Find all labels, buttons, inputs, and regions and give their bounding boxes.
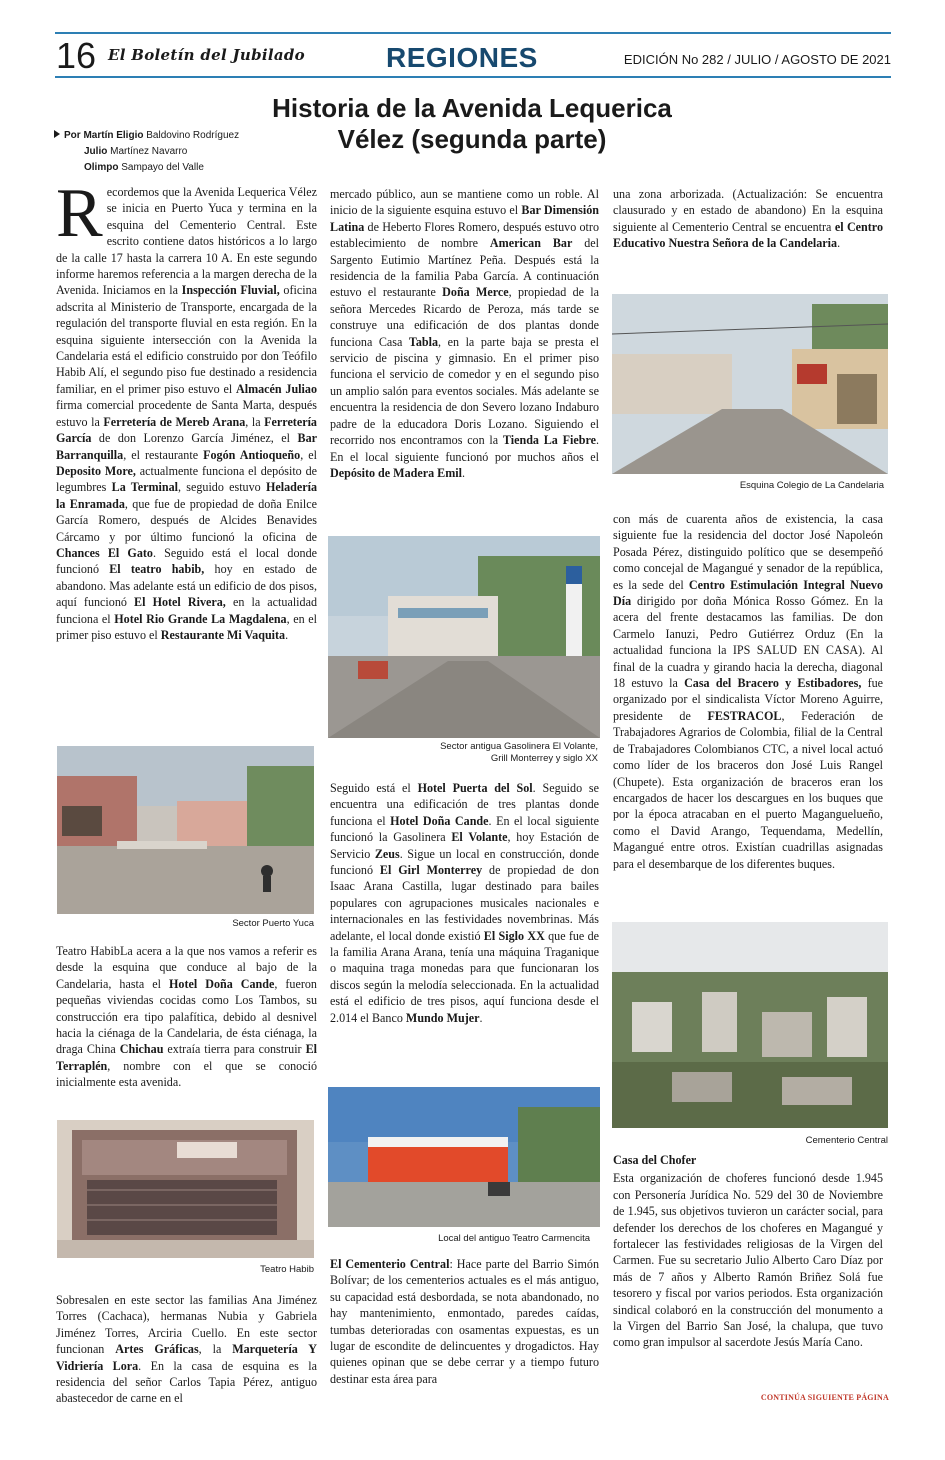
page-number: 16 xyxy=(56,35,97,76)
author-2-first: Julio xyxy=(84,146,108,157)
photo-colegio-candelaria xyxy=(612,294,888,474)
author-1-last: Baldovino Rodríguez xyxy=(146,130,240,141)
column-3-top xyxy=(613,186,883,252)
title-line-2: Vélez (segunda parte) xyxy=(337,124,607,154)
author-2-last: Martínez Navarro xyxy=(110,146,188,157)
title-line-1: Historia de la Avenida Lequerica xyxy=(272,93,672,123)
author-3-first: Olimpo xyxy=(84,162,119,173)
column-2-middle xyxy=(330,780,599,1026)
caption-gasolinera-line-2: Grill Monterrey y siglo XX xyxy=(490,753,598,764)
paragraph-intro: Recordemos que la Avenida Lequerica Vélez se inicia en Puerto Yuca y termina en la esquina del Cementerio Central. Este escrito contiene datos históricos a lo largo de la calle 17 hasta la carrera 10 A. En este segundo informe haremos referencia a la margen derecha de la Avenida. Iniciamos en la Inspección Fluvial, oficina adscrita al Ministerio de Transporte, encargada de la regulación del transporte fluvial en esta región. En la esquina siguiente intersección con la Avenida la Candelaria está el edificio construido por don Teófilo Habib Alí, el segundo piso fue destinado a residencia familiar, en el primer piso estuvo el Almacén Juliao firma comercial procedente de Santa Marta, después estuvo la Ferretería de Mereb Arana, la Ferretería García de don Lorenzo García Jiménez, el Bar Barranquilla, el restaurante Fogón Antioqueño, el Deposito More, actualmente funciona el depósito de legumbres La Terminal, seguido estuvo Heladería la Enramada, que fue de propiedad de doña Enilce García Romero, después de Alcides Benavides Cárcamo y por último funcionó la oficina de Chances El Gato. Seguido está el local donde funcionó El teatro habib, hoy en estado de abandono. Mas adelante está un edificio de dos pisos, aquí funcionó El Hotel Rivera, en la actualidad funciona el Hotel Rio Grande La Magdalena, en el primer piso estuvo el Restaurante Mi Vaquita. xyxy=(56,175,318,642)
paragraph-arborizada: una zona arborizada. (Actualización: Se encuentra clausurado y en estado de abandono) En la esquina siguiente al Cementerio Central se encuentra el Centro Educativo Nuestra Señora de la Candelaria. xyxy=(613,187,883,251)
byline-arrow-icon xyxy=(54,130,60,138)
paragraph-mercado: mercado público, aun se mantiene como un roble. Al inicio de la siguiente esquina estuvo el Bar Dimensión Latina de Heberto Flores Romero, después estuvo otro establecimiento de nombre American Bar del Sargento Eutimio Martínez Peña. Después está la residencia de la familia Paba García. A continuación estuvo el restaurante Doña Merce, propiedad de la señora Mercedes Ricardo de Peroza, más tarde se construye una edificación de dos plantas donde funciona Casa Tabla, en la parte baja se presta el servicio de piscina y gimnasio. En el primer piso funciona el servicio de comedor y en el segundo piso un amplio salón para eventos sociales. Más adelante se encuentra la residencia de don Severo lozano Indaburo padre de la educadora Doris Lozano. Siguiendo el recorrido nos encontramos con la Tienda La Fiebre. En el local siguiente funcionó por muchos años el Depósito de Madera Emil. xyxy=(330,187,600,480)
paragraph-cementerio: El Cementerio Central: Hace parte del Barrio Simón Bolívar; de los cementerios actuales es el más antiguo, su capacidad está desbordada, se nota abandonado, no hay mantenimiento, enmontado, paredes caídas, tumbas deterioradas con osamentas expuestas, es un lugar de escondite de delincuentes y drogadictos. Hay quienes opinan que se debe cerrar y a tiempo futuro destinar esta área para xyxy=(330,1257,599,1386)
caption-teatro-habib: Teatro Habib xyxy=(260,1264,314,1275)
column-2-bottom xyxy=(330,1256,599,1387)
column-1-top xyxy=(56,175,318,643)
paragraph-bracero: con más de cuarenta años de existencia, la casa siguiente fue la residencia del doctor José Napoleón Posada Pérez, distinguido político que se desempeñó como concejal de Magangué y senador de la república, es la sede del Centro Estimulación Integral Nuevo Día dirigido por doña Mónica Rosso Gómez. En la acera del frente destacamos las familias. De don Carmelo Ianuzi, Pedro Gutiérrez Orduz (En la actualidad funciona la IPS SALUD EN CASA). Al final de la cuadra y girando hacia la derecha, diagonal 18 estuvo la Casa del Bracero y Estibadores, fue organizado por el sindicalista Víctor Moreno Aguirre, presidente de FESTRACOL, Federación de Trabajadores Agrarios de Colombia, filial de la Central de Trabajadores Colombianos CTC, a nivel local actuó como líder de los braceros don José Luis Rangel (Chupete). Esta organización de braceros eran los encargados de hacer los descargues en los buques que por la época atracaban en el puerto Maganguelueño, como el David Arango, Tequendama, Medellín, Magangué entre otros. Existían cuadrillas asignadas para el desembarque de los diferentes buques. xyxy=(613,512,884,871)
subhead-casa-chofer: Casa del Chofer xyxy=(613,1153,697,1167)
publication-name: El Boletín del Jubilado xyxy=(108,46,305,64)
photo-puerto-yuca xyxy=(57,746,314,914)
column-3-bottom xyxy=(613,1152,883,1351)
caption-gasolinera xyxy=(328,741,598,765)
article-title xyxy=(222,93,722,155)
photo-teatro-carmencita xyxy=(328,1087,600,1227)
author-1-first: Martín Eligio xyxy=(83,130,144,141)
caption-colegio: Esquina Colegio de La Candelaria xyxy=(739,480,884,491)
edition-info: EDICIÓN No 282 / JULIO / AGOSTO DE 2021 xyxy=(623,52,891,67)
column-2-top xyxy=(330,186,599,481)
paragraph-teatro: Teatro HabibLa acera a la que nos vamos a referir es desde la esquina que conduce al bajo de la Candelaria, hasta el Hotel Doña Cande, fueron pequeñas viviendas cocidas como Los Tambos, su construcción era tipo palafítica, debido al desnivel hacia la ciénaga de la Candelaria, de ésta ciénaga, la draga China Chichau extraía tierra para construir El Terraplén, nombre con el que se conoció inicialmente esta avenida. xyxy=(56,944,318,1090)
header-bottom-rule xyxy=(55,76,891,78)
byline-prefix: Por xyxy=(64,130,81,141)
photo-teatro-habib xyxy=(57,1120,314,1258)
caption-cementerio: Cementerio Central xyxy=(805,1135,888,1146)
caption-gasolinera-line-1: Sector antigua Gasolinera El Volante, xyxy=(440,741,598,752)
paragraph-familias: Sobresalen en este sector las familias Ana Jiménez Torres (Cachaca), hermanas Nubia y Gabriela Jiménez Torres, Arciria Cuello. En este sector funcionan Artes Gráficas, la Marquetería Y Vidriería Lora. En la casa de esquina es la residencia del señor Carlos Tapia Pérez, antiguo abastecedor de carne en el xyxy=(56,1293,317,1406)
section-title: REGIONES xyxy=(386,42,538,73)
byline xyxy=(54,128,239,176)
continue-next-page-note: CONTINÚA SIGUIENTE PÁGINA xyxy=(760,1393,889,1402)
paragraph-chofer: Esta organización de choferes funcionó desde 1.945 con Personería Jurídica No. 529 del 30 de Noviembre de 1.945, sus objetivos tuvieron un carácter social, para defender los derechos de los choferes en Magangué y fortalecer las festividades religiosas de la Virgen del Carmen. Fue su secretario Julio Alberto Caro Díaz por más de 7 años y Alberto Ramón Briñez Solá fue tesorero y fiscal por varios periodos. Esta organización sindical colaboró en la construcción del monumento a la Virgen del Barrio San José, la chalupa, que tuvo como gran impulsor al sacerdote Jesús María Cano. xyxy=(613,1171,883,1350)
author-3-last: Sampayo del Valle xyxy=(121,162,204,173)
caption-carmencita: Local del antiguo Teatro Carmencita xyxy=(438,1233,590,1244)
header-top-rule xyxy=(55,32,891,34)
column-1-middle xyxy=(56,943,317,1091)
caption-puerto-yuca: Sector Puerto Yuca xyxy=(232,918,314,929)
column-1-bottom xyxy=(56,1292,317,1407)
drop-cap: R xyxy=(56,175,103,252)
photo-gasolinera xyxy=(328,536,600,738)
column-3-middle xyxy=(613,511,883,872)
paragraph-hotel-puerta: Seguido está el Hotel Puerta del Sol. Seguido se encuentra una edificación de tres plantas donde funciona el Hotel Doña Cande. En el local siguiente funcionó la Gasolinera El Volante, hoy Estación de Servicio Zeus. Sigue un local en construcción, donde funcionó El Girl Monterrey de propiedad de don Isaac Arana Castilla, lugar destinado para bailes populares con agrupaciones musicales nacionales e internacionales en las festividades novembrinas. Más adelante, el local donde existió El Siglo XX que fue de la familia Arana Arana, tenía una máquina Traganique o maquina traga monedas para que funcionaran los discos según la melodía seleccionada. En la actualidad está el edificio de tres pisos, aquí funciona desde el 2.014 el Banco Mundo Mujer. xyxy=(330,781,600,1025)
photo-cementerio xyxy=(612,922,888,1128)
